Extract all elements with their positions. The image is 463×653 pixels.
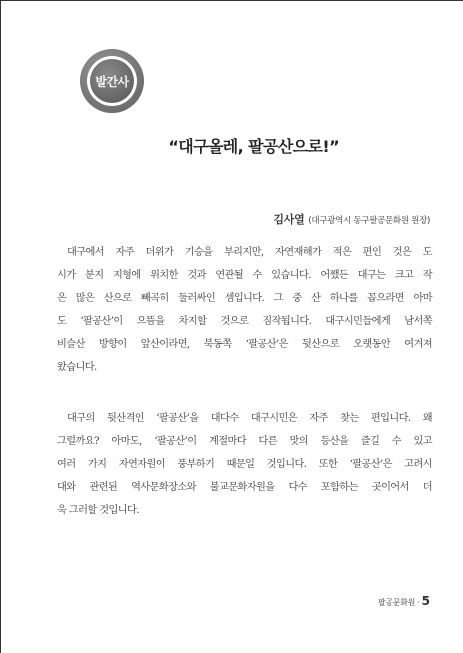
paragraph-line: 대와 관련된 역사문화장소와 불교문화자원을 다수 포함하는 곳이어서 더: [57, 482, 432, 493]
page-footer: [378, 590, 430, 609]
paragraph-line: 욱 그러할 것입니다.: [57, 505, 139, 516]
footer-magazine-name: 팔공문화원: [377, 598, 416, 607]
author-line: [273, 208, 430, 227]
page-number: 5: [421, 594, 430, 608]
paragraph-line: 시가 분지 지형에 위치한 것과 연관될 수 있습니다. 어쨌든 대구는 크고 작: [57, 270, 432, 281]
paragraph-line: 왔습니다.: [57, 362, 97, 373]
author-affiliation: (대구광역시 동구팔공문화원 원장): [308, 216, 430, 226]
paragraph-line: 그럴까요? 아마도, ‘팔공산’이 계절마다 다른 맛의 등산을 즐길 수 있고: [57, 436, 432, 447]
paragraph-2: [57, 407, 432, 522]
paragraph-line: 비슬산 방향이 앞산이라면, 북동쪽 ‘팔공산’은 뒷산으로 오랫동안 여겨져: [57, 339, 432, 350]
author-name: 김사열: [273, 213, 305, 226]
section-badge: [80, 49, 144, 113]
paragraph-1: [57, 241, 432, 379]
section-badge-label: 발간사: [95, 74, 129, 89]
footer-separator: ·: [417, 598, 420, 607]
paragraph-line: 도 ‘팔공산’이 으뜸을 차지할 것으로 짐작됩니다. 대구시민들에게 남서쪽: [57, 316, 432, 327]
paragraph-line: 은 많은 산으로 빼곡히 둘러싸인 셈입니다. 그 중 산 하나를 꼽으라면 아마: [57, 293, 432, 304]
page-title: “대구올레, 팔공산으로!”: [168, 137, 339, 156]
paragraph-line: 대구의 뒷산격인 ‘팔공산’을 대다수 대구시민은 자주 찾는 편입니다. 왜: [67, 413, 432, 424]
paragraph-line: 대구에서 자주 더위가 기승을 부리지만, 자연재해가 적은 편인 것은 도: [67, 247, 432, 258]
paragraph-line: 여러 가지 자연자원이 풍부하기 때문일 것입니다. 또한 ‘팔공산’은 고려시: [57, 459, 432, 470]
